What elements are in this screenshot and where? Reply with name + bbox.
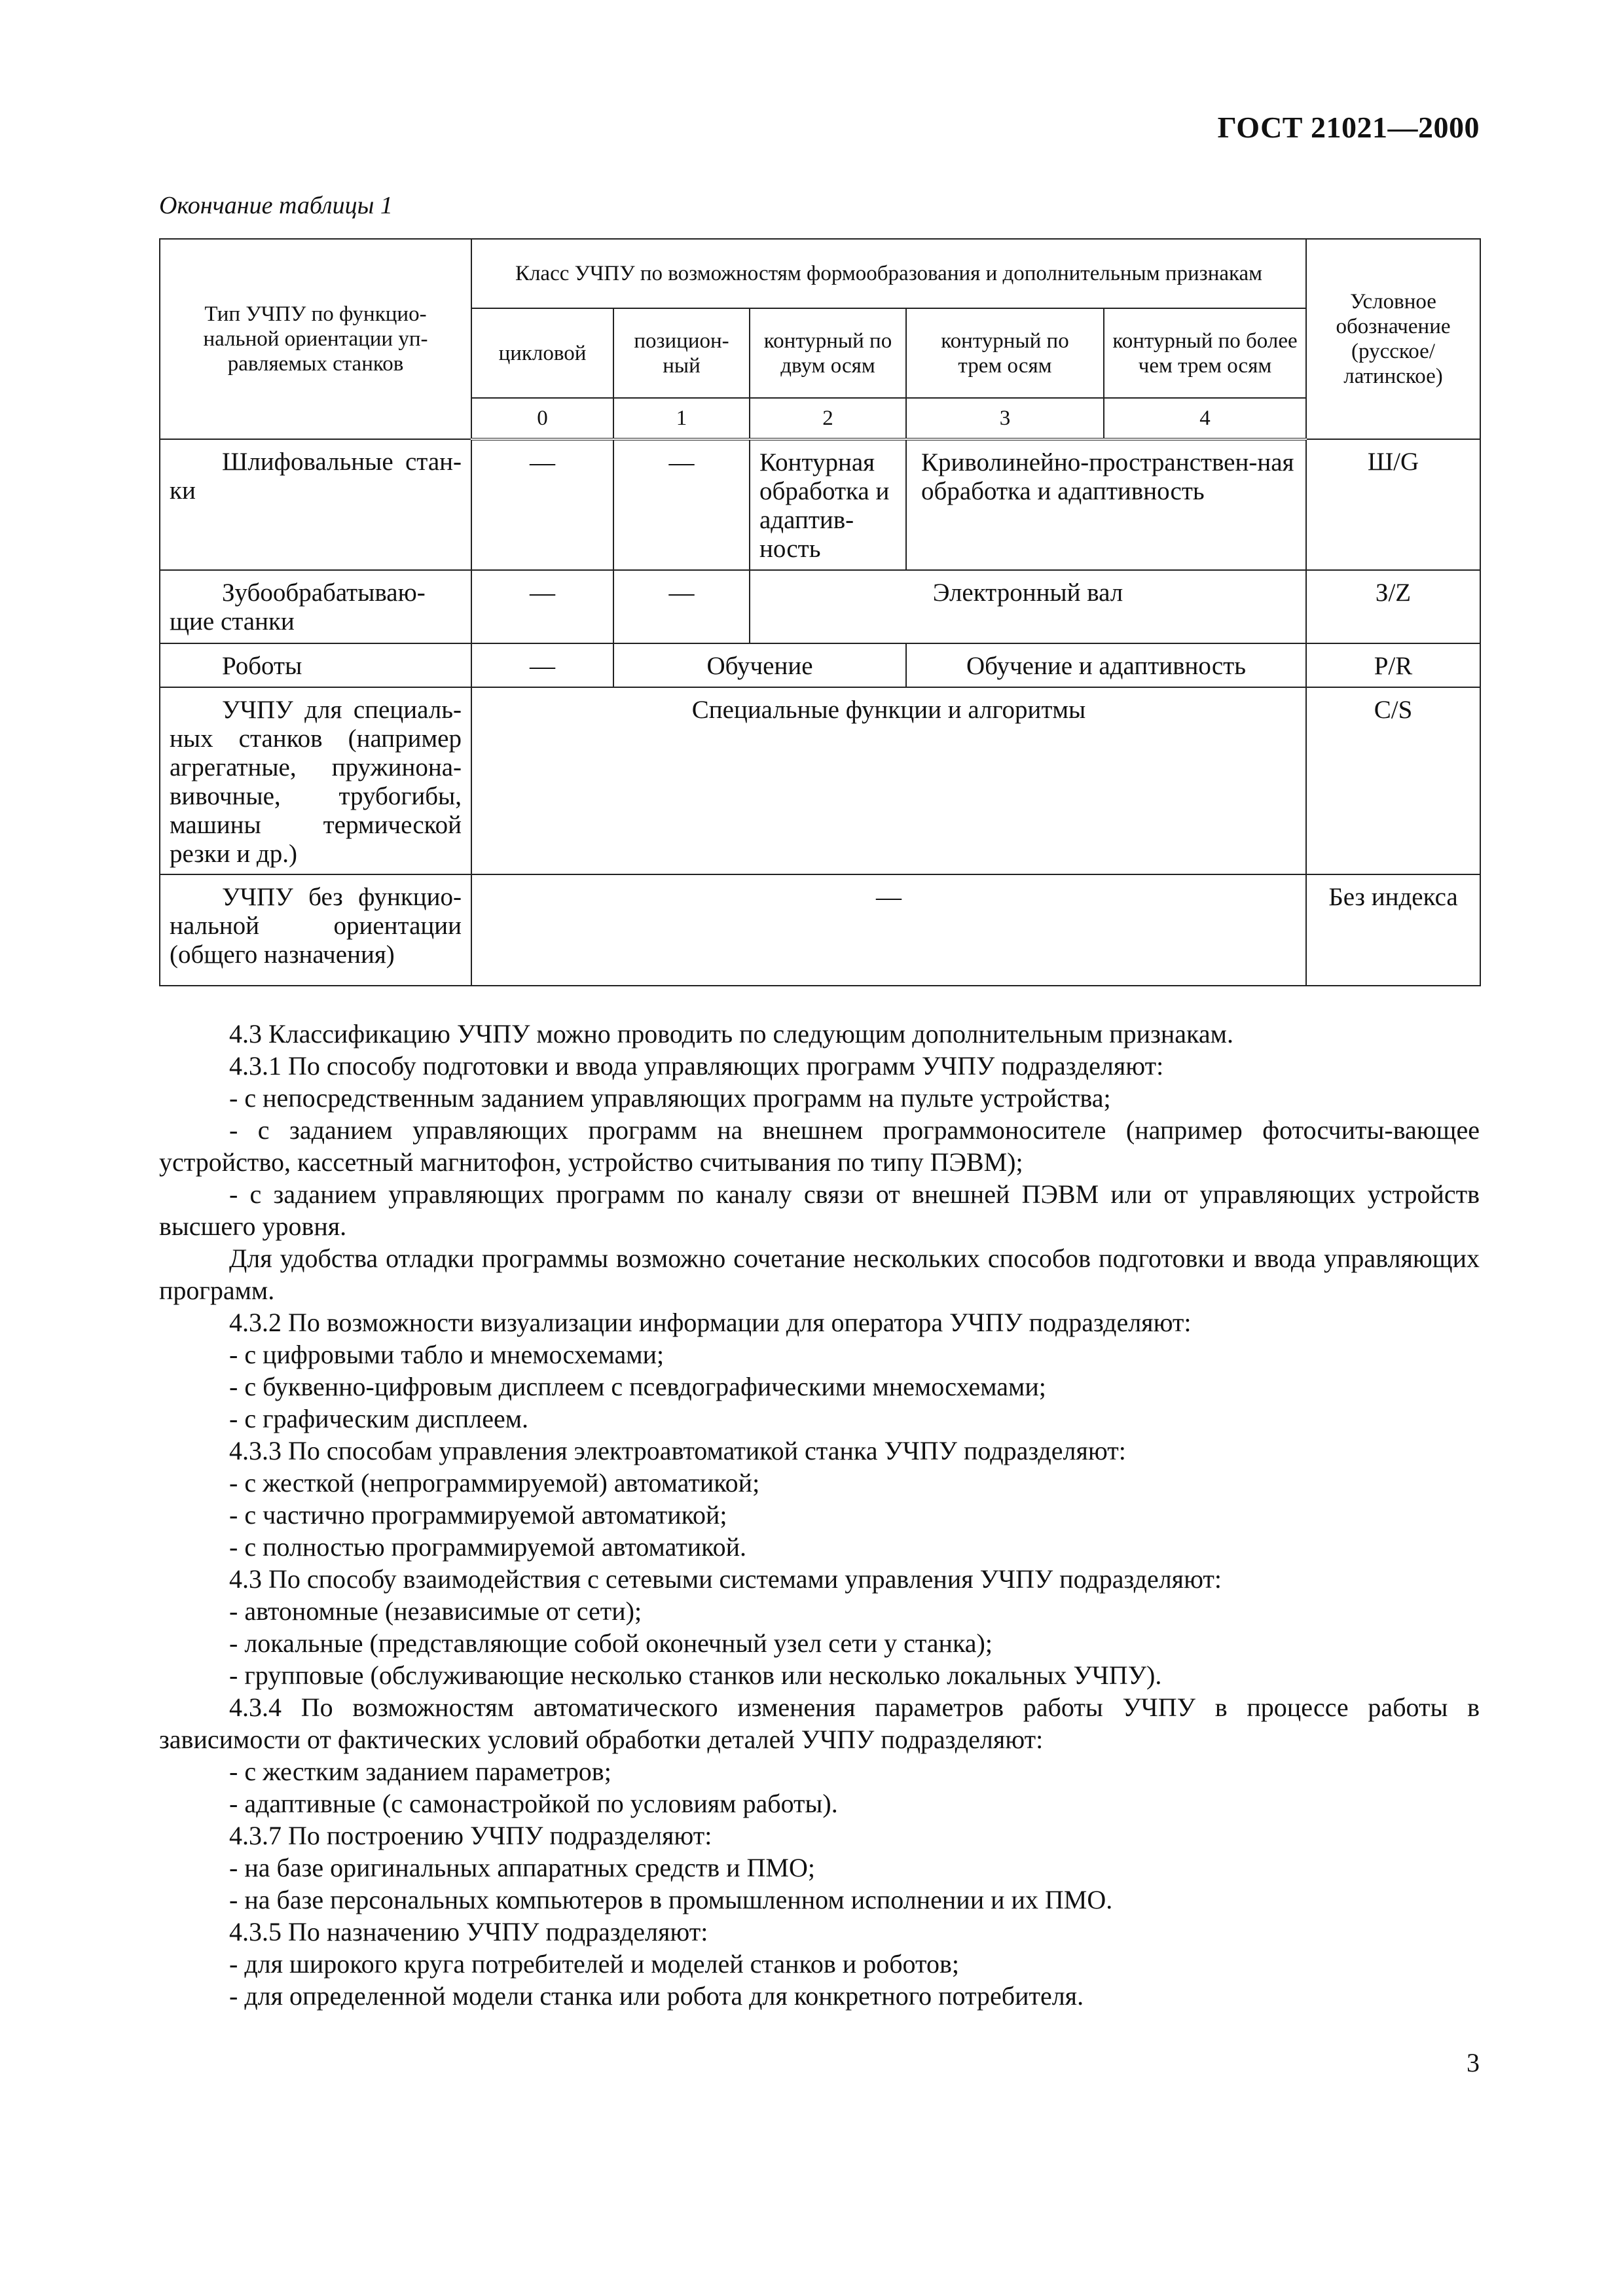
row-value-1-2: Обучение bbox=[613, 643, 906, 687]
subheader-contour-3-axes: контурный по трем осям bbox=[906, 308, 1104, 398]
paragraph: 4.3 По способу взаимодействия с сетевыми системами управления УЧПУ подразделяют: bbox=[229, 1564, 1222, 1594]
paragraph: 4.3 Классификацию УЧПУ можно проводить по следующим дополнительным признакам. bbox=[229, 1019, 1233, 1049]
row-value-2-4: Электронный вал bbox=[750, 570, 1306, 643]
list-item: - автономные (независимые от сети); bbox=[229, 1596, 642, 1626]
paragraph: 4.3.5 По назначению УЧПУ подразделяют: bbox=[229, 1917, 708, 1946]
paragraph: 4.3.4 По возможностям автоматического изменения параметров работы УЧПУ в процессе работы в зависимости от фактических условий обработки деталей УЧПУ подразделяют: bbox=[159, 1693, 1480, 1754]
classification-table bbox=[159, 238, 1481, 986]
header-class-cell: Класс УЧПУ по возможностям формообразования и дополнительным признакам bbox=[471, 239, 1306, 308]
code-4: 4 bbox=[1104, 398, 1306, 439]
list-item: - с буквенно-цифровым дисплеем с псевдографическими мнемосхемами; bbox=[229, 1372, 1046, 1401]
table-caption: Окончание таблицы 1 bbox=[159, 192, 393, 219]
paragraph: 4.3.2 По возможности визуализации информации для оператора УЧПУ подразделяют: bbox=[229, 1308, 1192, 1337]
subheader-contour-2-axes: контурный по двум осям bbox=[750, 308, 906, 398]
list-item: - с полностью программируемой автоматикой. bbox=[229, 1532, 746, 1562]
code-3: 3 bbox=[906, 398, 1104, 439]
row-value-3-4: Обучение и адаптивность bbox=[906, 643, 1306, 687]
header-type-cell: Тип УЧПУ по функцио-нальной ориентации уп-равляемых станков bbox=[160, 239, 471, 439]
row-value-all: Специальные функции и алгоритмы bbox=[471, 687, 1306, 874]
table-row-robots bbox=[160, 643, 1480, 687]
row-value-1: — bbox=[613, 439, 750, 570]
row-designation: Без индекса bbox=[1306, 874, 1480, 986]
paragraph: 4.3.1 По способу подготовки и ввода управляющих программ УЧПУ подразделяют: bbox=[229, 1051, 1164, 1081]
list-item: - с графическим дисплеем. bbox=[229, 1404, 529, 1433]
row-type-label: УЧПУ для специаль-ных станков (например агрегатные, пружинона-вивочные, трубогибы, машины термической резки и др.) bbox=[170, 696, 462, 868]
paragraph: 4.3.7 По построению УЧПУ подразделяют: bbox=[229, 1821, 712, 1850]
list-item: - на базе оригинальных аппаратных средств и ПМО; bbox=[229, 1853, 815, 1882]
row-type-label: Зубообрабатываю-щие станки bbox=[170, 579, 426, 636]
row-designation: З/Z bbox=[1306, 570, 1480, 643]
row-value-2: Контурная обработка и адаптив-ность bbox=[759, 448, 890, 563]
table-row-grinding bbox=[160, 439, 1480, 570]
list-item: - с непосредственным заданием управляющих программ на пульте устройства; bbox=[229, 1083, 1111, 1113]
list-item: - на базе персональных компьютеров в промышленном исполнении и их ПМО. bbox=[229, 1885, 1113, 1914]
document-header: ГОСТ 21021—2000 bbox=[1217, 111, 1480, 144]
body-text bbox=[159, 1018, 1480, 2012]
row-designation: Ш/G bbox=[1306, 439, 1480, 570]
row-designation: C/S bbox=[1306, 687, 1480, 874]
row-type-label: Роботы bbox=[222, 652, 302, 680]
row-type-label: УЧПУ без функцио-нальной ориентации (общего назначения) bbox=[170, 883, 462, 969]
row-value-0: — bbox=[471, 570, 613, 643]
header-designation-cell: Условное обозначение (русское/ латинское) bbox=[1306, 239, 1480, 439]
row-type-label: Шлифовальные стан-ки bbox=[170, 448, 462, 505]
row-value-3-4: Криволинейно-пространствен-ная обработка и адаптивность bbox=[921, 448, 1294, 505]
list-item: - локальные (представляющие собой оконечный узел сети у станка); bbox=[229, 1628, 993, 1658]
row-value-0: — bbox=[471, 439, 613, 570]
list-item: - с цифровыми табло и мнемосхемами; bbox=[229, 1340, 665, 1369]
table-row-gear bbox=[160, 570, 1480, 643]
list-item: - с частично программируемой автоматикой; bbox=[229, 1500, 727, 1530]
row-designation: P/R bbox=[1306, 643, 1480, 687]
code-1: 1 bbox=[613, 398, 750, 439]
list-item: - с жесткой (непрограммируемой) автоматикой; bbox=[229, 1468, 760, 1498]
list-item: - адаптивные (с самонастройкой по условиям работы). bbox=[229, 1789, 838, 1818]
row-value-all: — bbox=[471, 874, 1306, 986]
list-item: - групповые (обслуживающие несколько станков или несколько локальных УЧПУ). bbox=[229, 1660, 1162, 1690]
row-value-1: — bbox=[613, 570, 750, 643]
paragraph: 4.3.3 По способам управления электроавтоматикой станка УЧПУ подразделяют: bbox=[229, 1436, 1126, 1465]
subheader-cyclic: цикловой bbox=[471, 308, 613, 398]
list-item: - с заданием управляющих программ на внешнем программоносителе (например фотосчиты-вающее устройство, кассетный магнитофон, устройство считывания по типу ПЭВМ); bbox=[159, 1115, 1480, 1177]
subheader-positional: позицион-ный bbox=[613, 308, 750, 398]
list-item: - с заданием управляющих программ по каналу связи от внешней ПЭВМ или от управляющих устройств высшего уровня. bbox=[159, 1179, 1480, 1241]
subheader-contour-more-axes: контурный по более чем трем осям bbox=[1104, 308, 1306, 398]
code-2: 2 bbox=[750, 398, 906, 439]
table-row-special bbox=[160, 687, 1480, 874]
list-item: - для широкого круга потребителей и моделей станков и роботов; bbox=[229, 1949, 959, 1979]
list-item: - для определенной модели станка или робота для конкретного потребителя. bbox=[229, 1981, 1084, 2011]
code-0: 0 bbox=[471, 398, 613, 439]
row-value-0: — bbox=[471, 643, 613, 687]
page-number: 3 bbox=[1467, 2048, 1480, 2077]
table-row-general bbox=[160, 874, 1480, 986]
paragraph: Для удобства отладки программы возможно сочетание нескольких способов подготовки и ввода управляющих программ. bbox=[159, 1244, 1480, 1305]
list-item: - с жестким заданием параметров; bbox=[229, 1757, 611, 1786]
